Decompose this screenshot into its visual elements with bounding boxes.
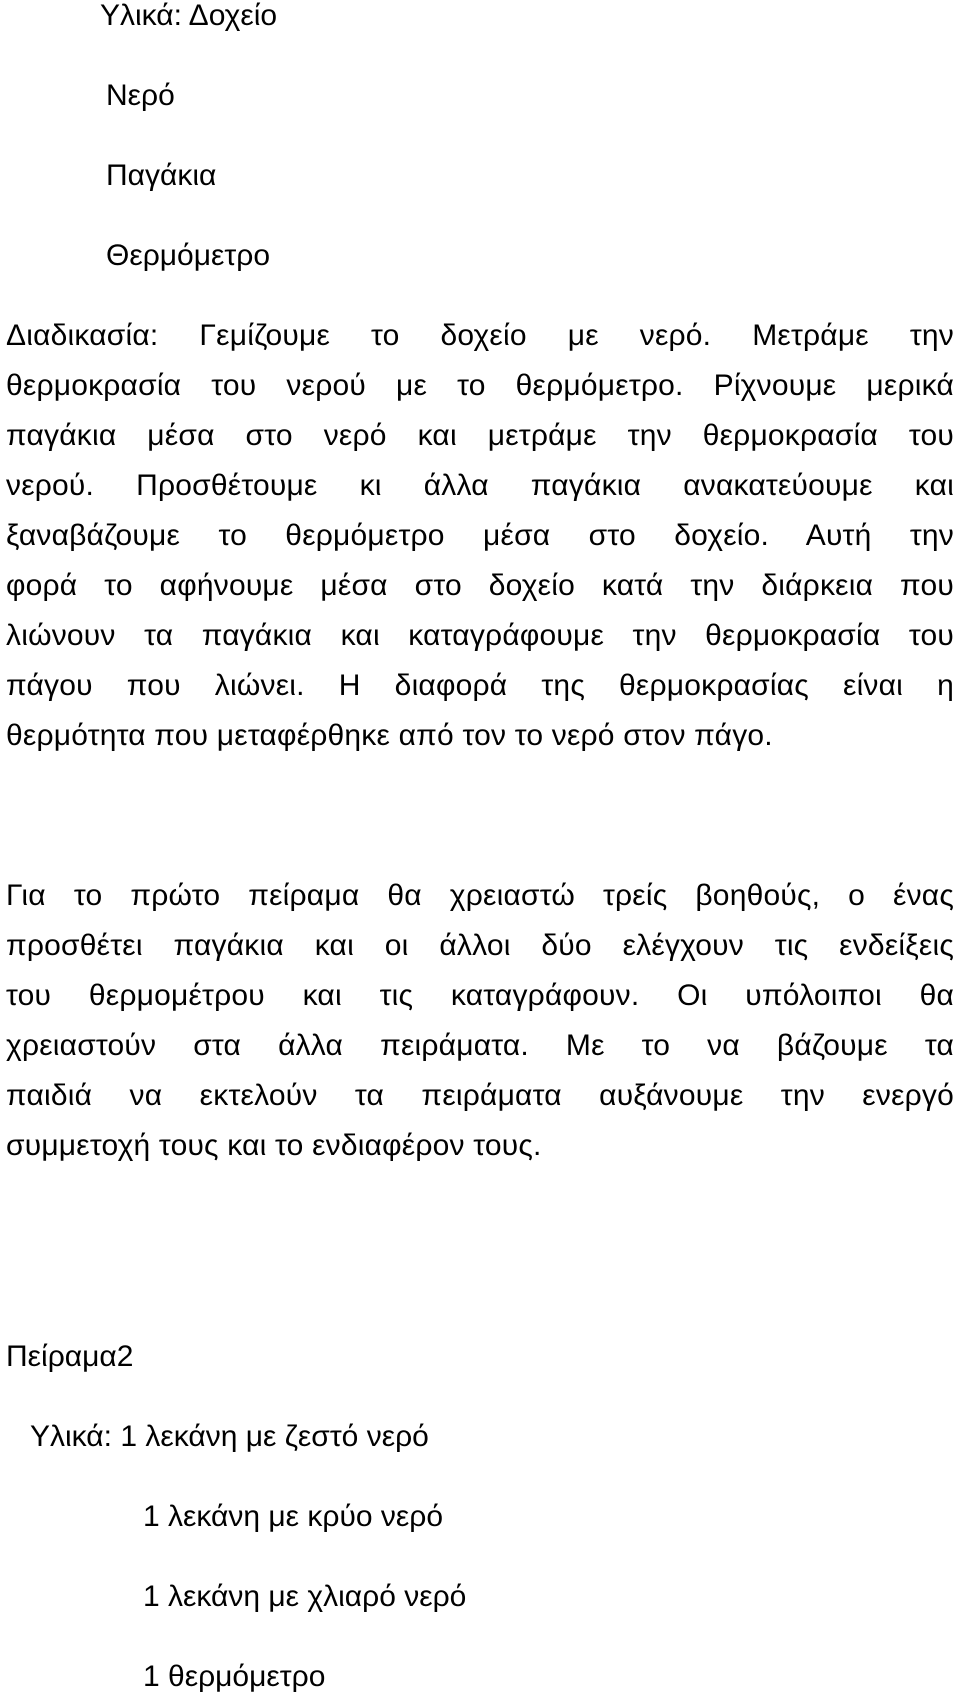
procedure-line: Διαδικασία: Γεμίζουμε το δοχείο με νερό. Μετράμε την: [6, 319, 954, 352]
experiment2-title: Πείραμα2: [6, 1340, 134, 1373]
experiment2-materials-header: Υλικά: 1 λεκάνη με ζεστό νερό: [30, 1420, 429, 1453]
procedure-line: θερμοκρασία του νερού με το θερμόμετρο. Ρίχνουμε μερικά: [6, 369, 954, 402]
helpers-line: παιδιά να εκτελούν τα πειράματα αυξάνουμε την ενεργό: [6, 1079, 954, 1112]
procedure-line: φορά το αφήνουμε μέσα στο δοχείο κατά την διάρκεια που: [6, 569, 954, 602]
experiment2-item-lukewarm-basin: 1 λεκάνη με χλιαρό νερό: [143, 1580, 467, 1613]
experiment2-item-thermometer: 1 θερμόμετρο: [143, 1660, 326, 1693]
procedure-line: ξαναβάζουμε το θερμόμετρο μέσα στο δοχείο. Αυτή την: [6, 519, 954, 552]
material-item-thermometer: Θερμόμετρο: [106, 239, 271, 272]
procedure-line: θερμότητα που μεταφέρθηκε από τον το νερό στον πάγο.: [6, 719, 773, 752]
material-item-ice: Παγάκια: [106, 159, 217, 192]
helpers-line: Για το πρώτο πείραμα θα χρειαστώ τρείς βοηθούς, ο ένας: [6, 879, 954, 912]
material-item-water: Νερό: [106, 79, 175, 112]
experiment2-item-cold-basin: 1 λεκάνη με κρύο νερό: [143, 1500, 443, 1533]
procedure-line: λιώνουν τα παγάκια και καταγράφουμε την θερμοκρασία του: [6, 619, 954, 652]
helpers-line: του θερμομέτρου και τις καταγράφουν. Οι υπόλοιποι θα: [6, 979, 954, 1012]
procedure-line: νερού. Προσθέτουμε κι άλλα παγάκια ανακατεύουμε και: [6, 469, 954, 502]
helpers-line: συμμετοχή τους και το ενδιαφέρον τους.: [6, 1129, 542, 1162]
helpers-line: προσθέτει παγάκια και οι άλλοι δύο ελέγχουν τις ενδείξεις: [6, 929, 954, 962]
procedure-line: παγάκια μέσα στο νερό και μετράμε την θερμοκρασία του: [6, 419, 954, 452]
materials-header: Υλικά: Δοχείο: [100, 0, 278, 32]
helpers-line: χρειαστούν στα άλλα πειράματα. Με το να βάζουμε τα: [6, 1029, 954, 1062]
procedure-line: πάγου που λιώνει. Η διαφορά της θερμοκρασίας είναι η: [6, 669, 954, 702]
